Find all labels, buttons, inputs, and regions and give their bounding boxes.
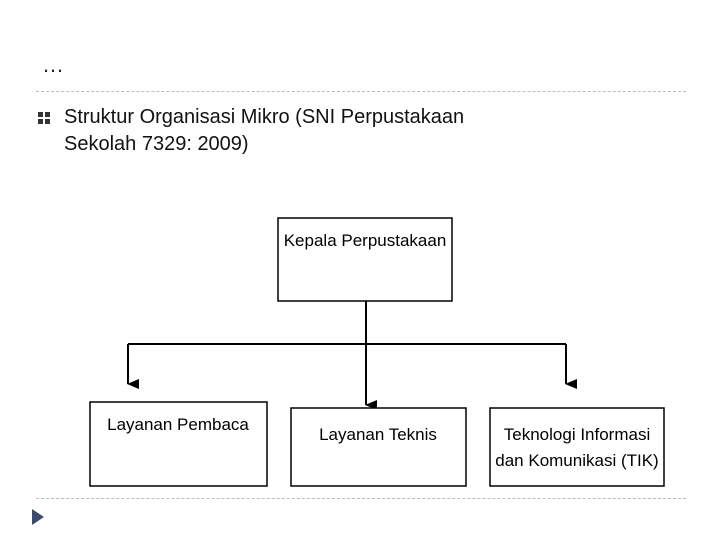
bullet-line-2: Sekolah 7329: 2009) [64, 133, 249, 155]
child-right-label-line-1: Teknologi Informasi [503, 425, 651, 444]
bullet-line-1: Struktur Organisasi Mikro (SNI Perpustakaan [64, 106, 465, 128]
child-box-right [490, 408, 664, 486]
slide-title: … [42, 52, 65, 77]
child-box-center [291, 408, 466, 486]
head-box-label: Kepala Perpustakaan [283, 231, 447, 250]
triangle-right-icon[interactable] [30, 508, 46, 526]
child-left-label: Layanan Pembaca [107, 415, 249, 434]
child-right-label-line-2: dan Komunikasi (TIK) [495, 451, 659, 470]
footer-divider [36, 498, 686, 499]
child-center-label: Layanan Teknis [319, 425, 437, 444]
